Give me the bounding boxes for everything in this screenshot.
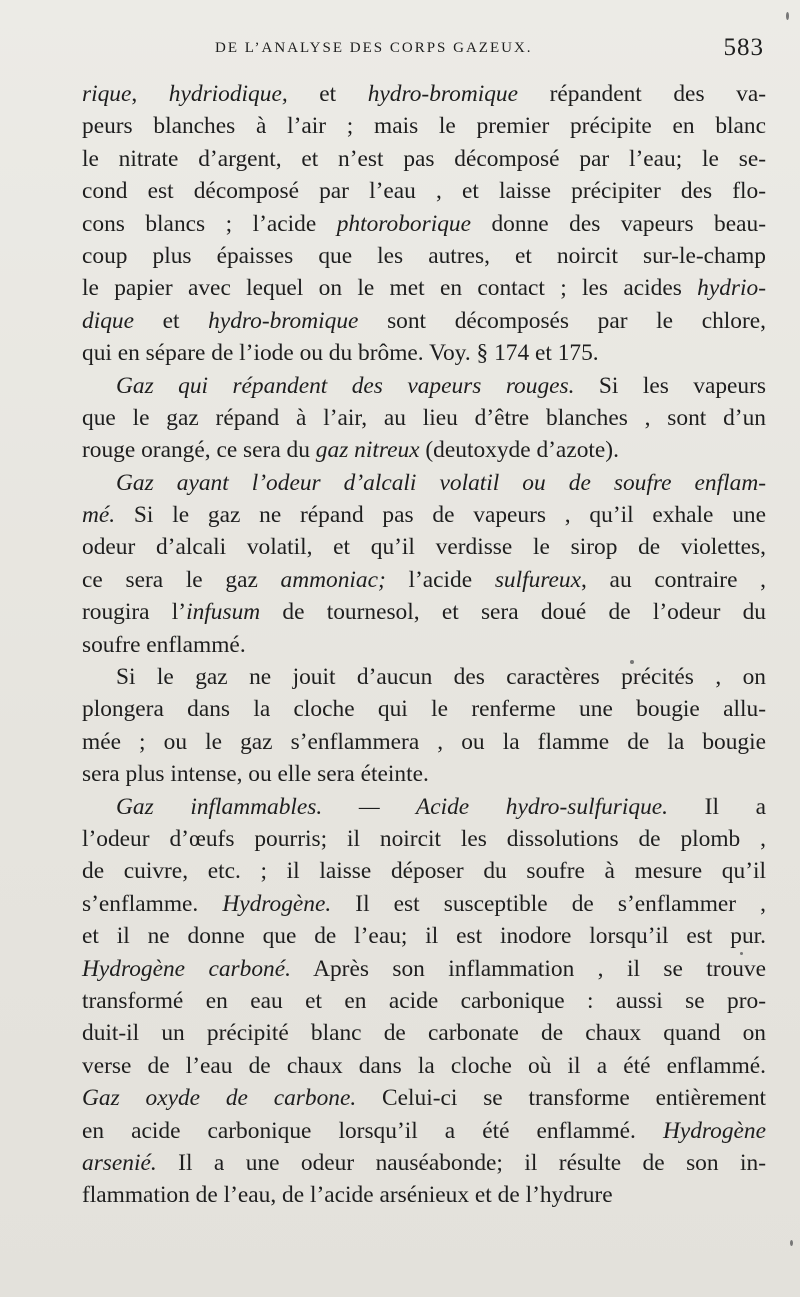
text-run: Il est susceptible de s’enflammer , bbox=[331, 890, 766, 917]
text-run: l’odeur d’œufs pourris; il noircit les dissolutions de plomb , bbox=[82, 825, 766, 852]
text-line bbox=[82, 240, 766, 272]
text-run: que le gaz répand à l’air, au lieu d’être blanches , sont d’un bbox=[82, 404, 766, 431]
italic-run: infusum bbox=[186, 599, 261, 626]
text-run: , au contraire , bbox=[581, 566, 766, 593]
italic-run: sulfureux bbox=[494, 566, 582, 593]
page-number: 583 bbox=[723, 34, 764, 61]
paragraph bbox=[82, 78, 766, 370]
text-run: s’enflamme. bbox=[82, 890, 223, 917]
text-run: (deutoxyde d’azote). bbox=[419, 437, 619, 464]
body-text bbox=[82, 78, 766, 1212]
text-run: de cuivre, etc. ; il laisse déposer du soufre à mesure qu’il bbox=[82, 858, 766, 885]
text-line bbox=[82, 434, 766, 466]
text-line bbox=[82, 499, 766, 531]
text-run: coup plus épaisses que les autres, et noircit sur-le-champ bbox=[82, 242, 766, 269]
text-line bbox=[82, 337, 766, 369]
text-run: Après son inflammation , il se trouve bbox=[290, 955, 766, 982]
text-run: Il a bbox=[668, 793, 766, 820]
italic-run: Gaz oxyde de carbone. bbox=[82, 1085, 357, 1112]
text-line bbox=[82, 855, 766, 887]
text-run: rouge orangé, ce sera du bbox=[82, 437, 316, 464]
text-line bbox=[82, 596, 766, 628]
text-run: odeur d’alcali volatil, et qu’il verdisse le sirop de violettes, bbox=[82, 534, 766, 561]
text-run: soufre enflammé. bbox=[82, 631, 246, 658]
text-line bbox=[82, 661, 766, 693]
text-line bbox=[82, 985, 766, 1017]
text-run: Celui-ci se transforme entièrement bbox=[356, 1085, 767, 1112]
text-line bbox=[82, 920, 766, 952]
text-run: transformé en eau et en acide carbonique : aussi se pro- bbox=[82, 987, 766, 1014]
text-line bbox=[82, 272, 766, 304]
text-line bbox=[82, 1115, 766, 1147]
print-speck bbox=[790, 1240, 793, 1246]
text-run: sera plus intense, ou elle sera éteinte. bbox=[82, 761, 429, 788]
italic-run: hydriodique, bbox=[168, 81, 288, 107]
italic-run: Hydrogène bbox=[662, 1117, 766, 1144]
text-run: Si le gaz ne jouit d’aucun des caractères précités , on bbox=[116, 664, 766, 691]
text-run: peurs blanches à l’air ; mais le premier précipite en blanc bbox=[82, 113, 766, 140]
print-speck bbox=[630, 660, 634, 664]
text-line bbox=[82, 143, 766, 175]
italic-run: arsenié. bbox=[82, 1149, 157, 1176]
italic-run: mé. bbox=[82, 502, 116, 529]
text-line bbox=[82, 305, 766, 337]
text-run: le papier avec lequel on le met en contact ; les acides bbox=[82, 275, 698, 302]
text-run: l’acide bbox=[385, 566, 495, 593]
print-speck bbox=[740, 952, 743, 955]
text-run: le nitrate d’argent, et n’est pas décomposé par l’eau; le se- bbox=[82, 145, 766, 172]
italic-run: gaz nitreux bbox=[315, 437, 420, 464]
text-line bbox=[82, 110, 766, 142]
text-run: mée ; ou le gaz s’enflammera , ou la flamme de la bougie bbox=[82, 728, 766, 755]
text-run: cond est décomposé par l’eau , et laisse précipiter des flo- bbox=[82, 178, 766, 205]
paragraph bbox=[82, 467, 766, 661]
text-run: ce sera le gaz bbox=[82, 566, 281, 593]
italic-run: hydrio- bbox=[697, 275, 766, 302]
text-run: en acide carbonique lorsqu’il a été enflammé. bbox=[82, 1117, 663, 1144]
text-run: verse de l’eau de chaux dans la cloche où il a été enflammé. bbox=[82, 1052, 766, 1079]
text-run: Si le gaz ne répand pas de vapeurs , qu’il exhale une bbox=[115, 502, 766, 529]
text-line bbox=[82, 1179, 766, 1211]
paragraph bbox=[82, 370, 766, 467]
text-run: plongera dans la cloche qui le renferme une bougie allu- bbox=[82, 696, 766, 723]
text-line bbox=[82, 467, 766, 499]
running-title: DE L’ANALYSE DES CORPS GAZEUX. bbox=[215, 40, 533, 56]
text-run: et bbox=[133, 307, 209, 334]
text-run: donne des vapeurs beau- bbox=[471, 210, 766, 237]
text-line bbox=[82, 370, 766, 402]
text-run: sont décomposés par le chlore, bbox=[358, 307, 766, 334]
text-line bbox=[82, 208, 766, 240]
italic-run: hydro-bromique bbox=[208, 307, 359, 334]
text-line bbox=[82, 629, 766, 661]
text-line bbox=[82, 888, 766, 920]
text-line bbox=[82, 823, 766, 855]
text-run: qui en sépare de l’iode ou du brôme. Voy. § 174 et 175. bbox=[82, 340, 599, 367]
text-line bbox=[82, 758, 766, 790]
italic-run: dique bbox=[82, 307, 134, 334]
italic-run: Gaz ayant l’odeur d’alcali volatil ou de soufre enflam- bbox=[116, 469, 766, 496]
italic-run: rique bbox=[82, 81, 132, 107]
italic-run: Gaz inflammables. — Acide hydro-sulfurique. bbox=[116, 793, 669, 820]
text-line bbox=[82, 726, 766, 758]
text-line bbox=[82, 1082, 766, 1114]
italic-run: Gaz qui répandent des vapeurs rouges. bbox=[116, 372, 575, 399]
text-line bbox=[82, 1017, 766, 1049]
text-line bbox=[82, 175, 766, 207]
text-run: Si les vapeurs bbox=[574, 372, 766, 399]
text-run: et bbox=[287, 81, 368, 107]
italic-run: hydro-bromique bbox=[367, 81, 518, 107]
text-run: et il ne donne que de l’eau; il est inodore lorsqu’il est pur. bbox=[82, 923, 766, 950]
text-line bbox=[82, 402, 766, 434]
page-header bbox=[0, 32, 800, 72]
italic-run: phtoroborique bbox=[336, 210, 471, 237]
text-line bbox=[82, 791, 766, 823]
italic-run: Hydrogène. bbox=[222, 890, 332, 917]
text-run: Il a une odeur nauséabonde; il résulte de son in- bbox=[156, 1149, 766, 1176]
text-run: cons blancs ; l’acide bbox=[82, 210, 337, 237]
text-run: duit-il un précipité blanc de carbonate de chaux quand on bbox=[82, 1020, 766, 1047]
text-line bbox=[82, 693, 766, 725]
text-run: de tournesol, et sera doué de l’odeur du bbox=[260, 599, 767, 626]
paragraph bbox=[82, 661, 766, 791]
text-line bbox=[82, 78, 766, 110]
text-line bbox=[82, 1147, 766, 1179]
text-run: flammation de l’eau, de l’acide arsénieux et de l’hydrure bbox=[82, 1182, 613, 1209]
paragraph bbox=[82, 791, 766, 1212]
italic-run: ammoniac; bbox=[280, 566, 386, 593]
text-line bbox=[82, 1050, 766, 1082]
italic-run: Hydrogène carboné. bbox=[82, 955, 291, 982]
print-speck bbox=[786, 12, 789, 20]
text-line bbox=[82, 531, 766, 563]
text-run: rougira l’ bbox=[82, 599, 187, 626]
text-line bbox=[82, 564, 766, 596]
text-line bbox=[82, 953, 766, 985]
text-run: répandent des va- bbox=[518, 81, 766, 107]
text-run: , bbox=[131, 81, 169, 107]
